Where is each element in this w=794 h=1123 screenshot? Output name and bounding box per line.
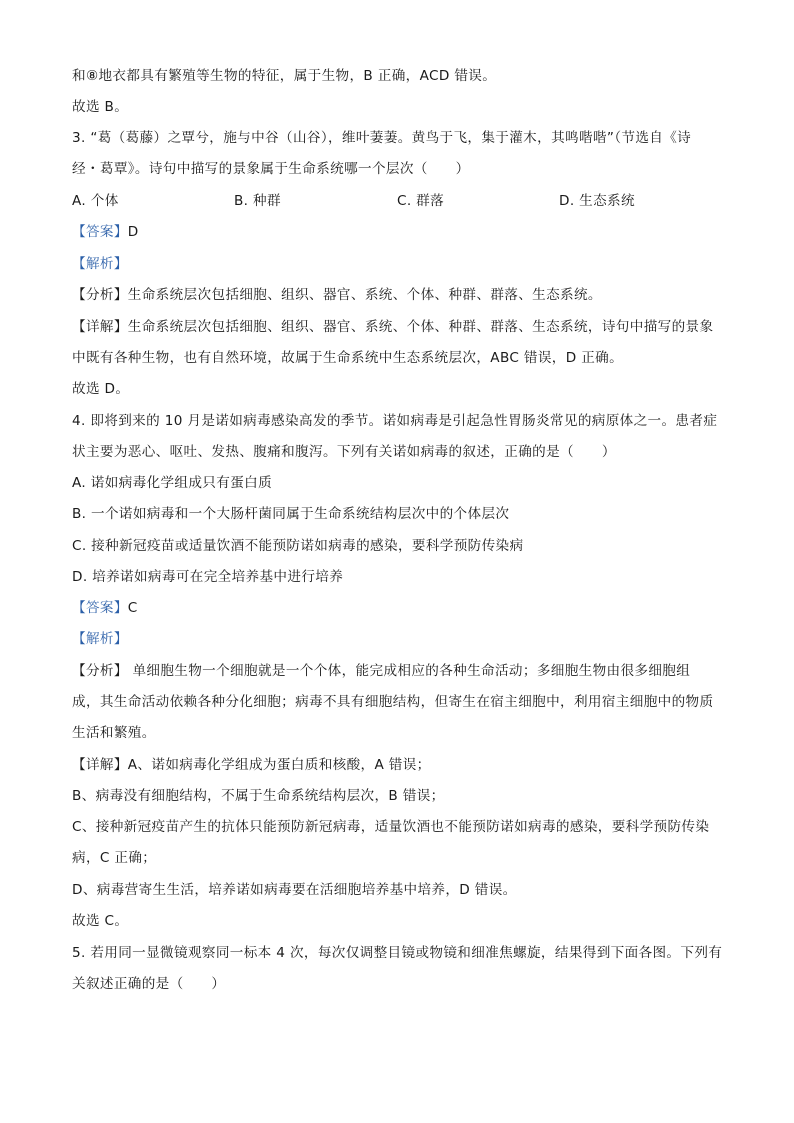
q3-choose: 故选 D。 xyxy=(72,381,130,397)
q4-analysis-tag: 【解析】 xyxy=(72,631,128,647)
q3-xiangjie xyxy=(72,317,713,337)
q4-option-c: C. 接种新冠疫苗或适量饮酒不能预防诺如病毒的感染，要科学预防传染病 xyxy=(72,538,524,554)
xiangjie-tag: 【详解】 xyxy=(72,757,128,773)
answer-tag: 【答案】 xyxy=(72,600,128,616)
q4-option-d: D. 培养诺如病毒可在完全培养基中进行培养 xyxy=(72,569,344,585)
fenxi-tag: 【分析】 xyxy=(72,663,128,679)
q4-xiangjie-c-cont: 病，C 正确； xyxy=(72,850,157,866)
q4-answer xyxy=(72,598,138,618)
q3-fenxi xyxy=(72,285,602,305)
xiangjie-tag: 【详解】 xyxy=(72,319,128,335)
question-5-stem: 5. 若用同一显微镜观察同一标本 4 次，每次仅调整目镜或物镜和细准焦螺旋，结果得到下面各图。下列有 xyxy=(72,945,723,961)
fenxi-text: 生命系统层次包括细胞、组织、器官、系统、个体、种群、群落、生态系统。 xyxy=(127,287,602,303)
q4-xiangjie-b: B、病毒没有细胞结构，不属于生命系统结构层次，B 错误； xyxy=(72,788,445,804)
answer-value: D xyxy=(127,224,139,240)
question-3-stem: 经・葛覃》。诗句中描写的景象属于生命系统哪一个层次（ ） xyxy=(72,161,470,177)
q4-xiangjie-c: C、接种新冠疫苗产生的抗体只能预防新冠病毒，适量饮酒也不能预防诺如病毒的感染，要科学预防传染 xyxy=(72,819,710,835)
q4-option-a: A. 诺如病毒化学组成只有蛋白质 xyxy=(72,475,273,491)
text-line: 故选 B。 xyxy=(72,99,129,115)
fenxi-text: 单细胞生物一个细胞就是一个个体，能完成相应的各种生命活动；多细胞生物由很多细胞组 xyxy=(127,663,691,679)
text-line: 和⑧地衣都具有繁殖等生物的特征，属于生物，B 正确，ACD 错误。 xyxy=(72,68,497,84)
xiangjie-text: 生命系统层次包括细胞、组织、器官、系统、个体、种群、群落、生态系统，诗句中描写的景象 xyxy=(127,319,714,335)
q3-xiangjie-cont: 中既有各种生物，也有自然环境，故属于生命系统中生态系统层次，ABC 错误，D 正确。 xyxy=(72,350,624,366)
answer-value: C xyxy=(127,600,138,616)
question-3-stem: 3. “葛（葛藤）之覃兮，施与中谷（山谷），维叶萋萋。黄鸟于飞，集于灌木，其鸣喈喈”（节选自《诗 xyxy=(72,130,692,146)
q4-fenxi-cont: 成，其生命活动依赖各种分化细胞；病毒不具有细胞结构，但寄生在宿主细胞中，利用宿主细胞中的物质 xyxy=(72,694,714,710)
q4-option-b: B. 一个诺如病毒和一个大肠杆菌同属于生命系统结构层次中的个体层次 xyxy=(72,506,510,522)
question-4-stem: 4. 即将到来的 10 月是诺如病毒感染高发的季节。诺如病毒是引起急性胃肠炎常见的病原体之一。患者症 xyxy=(72,413,718,429)
q3-option-b: B. 种群 xyxy=(234,193,281,209)
fenxi-tag: 【分析】 xyxy=(72,287,128,303)
xiangjie-text: A、诺如病毒化学组成为蛋白质和核酸，A 错误； xyxy=(127,757,431,773)
q3-answer xyxy=(72,222,139,242)
question-5-stem: 关叙述正确的是（ ） xyxy=(72,976,226,992)
q4-fenxi-cont: 生活和繁殖。 xyxy=(72,725,156,741)
q3-option-d: D. 生态系统 xyxy=(559,193,635,209)
answer-tag: 【答案】 xyxy=(72,224,128,240)
question-4-stem: 状主要为恶心、呕吐、发热、腹痛和腹泻。下列有关诺如病毒的叙述，正确的是（ ） xyxy=(72,444,616,460)
q4-xiangjie-d: D、病毒营寄生生活，培养诺如病毒要在活细胞培养基中培养，D 错误。 xyxy=(72,882,517,898)
q4-fenxi xyxy=(72,661,690,681)
q4-xiangjie xyxy=(72,755,431,775)
q4-choose: 故选 C。 xyxy=(72,913,129,929)
q3-option-c: C. 群落 xyxy=(397,193,445,209)
q3-option-a: A. 个体 xyxy=(72,193,119,209)
q3-analysis-tag: 【解析】 xyxy=(72,256,128,272)
